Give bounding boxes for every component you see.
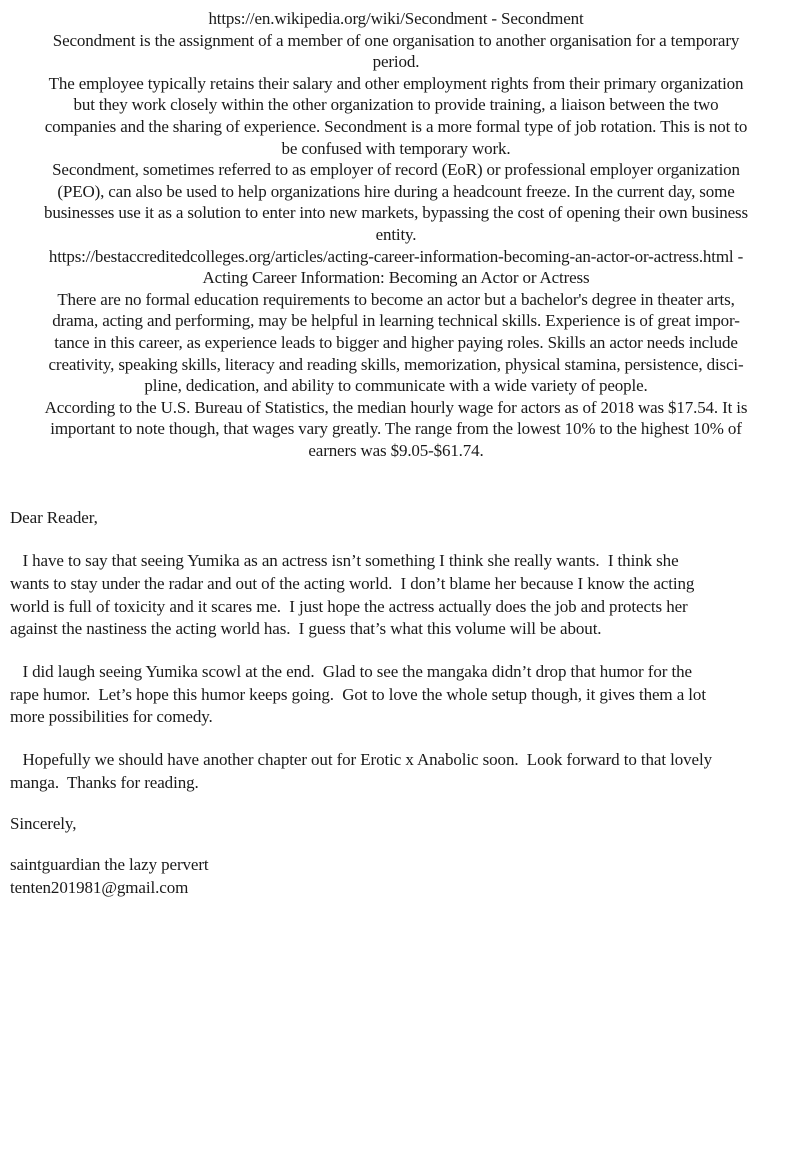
source-line: Acting Career Information: Becoming an Actor or Actress bbox=[202, 268, 590, 288]
source-line: be confused with temporary work. bbox=[281, 138, 511, 158]
source-line: pline, dedication, and ability to communicate with a wide variety of people. bbox=[144, 376, 648, 396]
source-line: creativity, speaking skills, literacy and reading skills, memorization, physical stamina, persistence, disci- bbox=[48, 354, 744, 374]
letter-line: more possibilities for comedy. bbox=[10, 707, 213, 727]
letter-line: I have to say that seeing Yumika as an actress isn’t something I think she really wants. I think she bbox=[10, 551, 679, 571]
letter-body bbox=[10, 507, 782, 899]
signature-name: saintguardian the lazy pervert bbox=[10, 855, 209, 875]
source-line: but they work closely within the other organization to provide training, a liaison between the two bbox=[73, 95, 719, 115]
letter-paragraph bbox=[10, 749, 782, 794]
letter-paragraph bbox=[10, 550, 782, 641]
source-line: businesses use it as a solution to enter into new markets, bypassing the cost of opening their own business bbox=[44, 203, 748, 223]
source-line: Secondment is the assignment of a member of one organisation to another organisation for a temporary bbox=[52, 30, 740, 50]
source-line: (PEO), can also be used to help organizations hire during a headcount freeze. In the current day, some bbox=[57, 181, 735, 201]
letter-line: manga. Thanks for reading. bbox=[10, 772, 199, 792]
source-line: drama, acting and performing, may be helpful in learning technical skills. Experience is of great impor- bbox=[52, 311, 740, 331]
signature-block bbox=[10, 854, 782, 899]
source-line: companies and the sharing of experience. Secondment is a more formal type of job rotation. This is not to bbox=[44, 116, 748, 136]
letter-paragraph bbox=[10, 661, 782, 729]
letter-line: world is full of toxicity and it scares me. I just hope the actress actually does the job and protects her bbox=[10, 596, 688, 616]
source-line: https://bestaccreditedcolleges.org/articles/acting-career-information-becoming-an-actor-or-actress.html - bbox=[48, 246, 744, 266]
letter-line: rape humor. Let’s hope this humor keeps going. Got to love the whole setup though, it gives them a lot bbox=[10, 684, 706, 704]
source-line: The employee typically retains their salary and other employment rights from their primary organization bbox=[48, 73, 744, 93]
letter-line: against the nastiness the acting world has. I guess that’s what this volume will be about. bbox=[10, 619, 602, 639]
letter-line: I did laugh seeing Yumika scowl at the end. Glad to see the mangaka didn’t drop that humor for the bbox=[10, 661, 692, 681]
source-line: entity. bbox=[375, 224, 417, 244]
letter-salutation: Dear Reader, bbox=[10, 508, 98, 528]
letter-line: wants to stay under the radar and out of the acting world. I don’t blame her because I know the acting bbox=[10, 573, 695, 593]
source-line: tance in this career, as experience leads to bigger and higher paying roles. Skills an actor needs include bbox=[54, 332, 738, 352]
source-line: period. bbox=[372, 52, 420, 72]
letter-line: Hopefully we should have another chapter out for Erotic x Anabolic soon. Look forward to that lovely bbox=[10, 750, 712, 770]
source-line: Secondment, sometimes referred to as employer of record (EoR) or professional employer organization bbox=[52, 160, 740, 180]
quoted-sources-block bbox=[10, 8, 782, 461]
signature-email: tenten201981@gmail.com bbox=[10, 877, 189, 897]
source-line: https://en.wikipedia.org/wiki/Secondment - Secondment bbox=[208, 9, 584, 28]
source-line: earners was $9.05-$61.74. bbox=[308, 440, 484, 460]
letter-closing: Sincerely, bbox=[10, 813, 77, 833]
source-line: There are no formal education requirements to become an actor but a bachelor's degree in theater arts, bbox=[57, 289, 735, 309]
source-line: important to note though, that wages vary greatly. The range from the lowest 10% to the highest 10% of bbox=[50, 419, 742, 439]
source-line: According to the U.S. Bureau of Statistics, the median hourly wage for actors as of 2018 was $17.54. It is bbox=[44, 397, 748, 417]
